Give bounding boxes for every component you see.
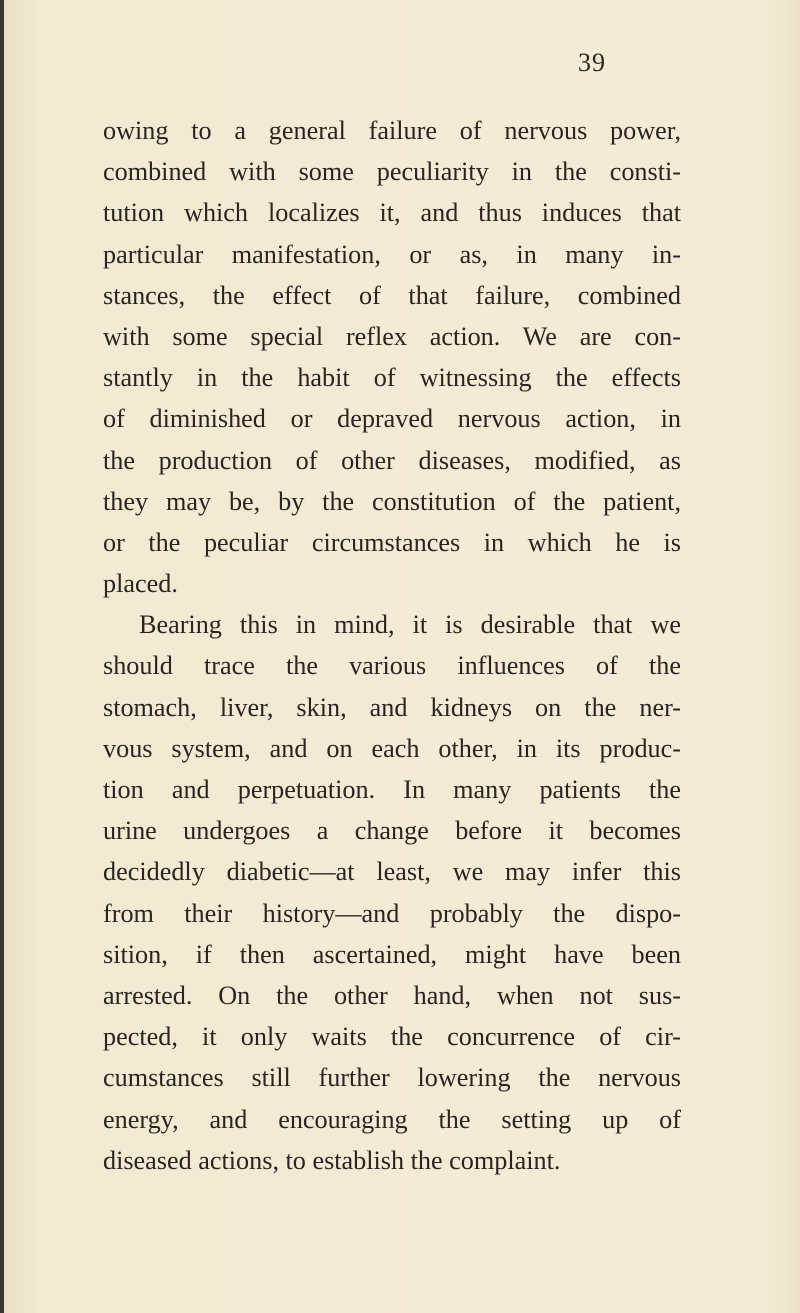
text-line: stances, the effect of that failure, combined	[103, 280, 681, 310]
text-line: placed.	[103, 569, 178, 599]
text-line: tution which localizes it, and thus induces that	[103, 198, 681, 228]
text-line: tion and perpetuation. In many patients the	[103, 775, 681, 804]
text-line: stomach, liver, skin, and kidneys on the ner-	[103, 692, 681, 722]
text-line: with some special reflex action. We are con-	[103, 321, 681, 351]
text-line: vous system, and on each other, in its produc-	[103, 733, 681, 763]
text-line: of diminished or depraved nervous action, in	[103, 404, 681, 434]
text-line: Bearing this in mind, it is desirable that we	[139, 610, 681, 640]
text-line: or the peculiar circumstances in which he is	[103, 527, 681, 557]
text-line: the production of other diseases, modified, as	[103, 445, 681, 475]
text-line: combined with some peculiarity in the consti-	[103, 157, 681, 187]
text-line: decidedly diabetic—at least, we may infer this	[103, 857, 681, 887]
text-line: urine undergoes a change before it becomes	[103, 816, 681, 846]
page-number: 39	[578, 48, 606, 77]
text-line: owing to a general failure of nervous power,	[103, 116, 681, 145]
text-line: diseased actions, to establish the complaint.	[103, 1145, 561, 1175]
text-line: cumstances still further lowering the nervous	[103, 1063, 681, 1093]
text-line: arrested. On the other hand, when not sus-	[103, 980, 681, 1010]
body-text	[103, 110, 681, 1181]
text-line: stantly in the habit of witnessing the effects	[103, 363, 681, 393]
text-line: sition, if then ascertained, might have been	[103, 939, 681, 969]
page-edge-rule	[0, 0, 4, 1313]
text-line: from their history—and probably the dispo-	[103, 898, 681, 928]
text-line: energy, and encouraging the setting up of	[103, 1104, 681, 1134]
text-line: they may be, by the constitution of the patient,	[103, 486, 681, 516]
text-line: should trace the various influences of the	[103, 651, 681, 681]
text-line: particular manifestation, or as, in many in-	[103, 239, 681, 269]
text-line: pected, it only waits the concurrence of cir-	[103, 1022, 681, 1052]
